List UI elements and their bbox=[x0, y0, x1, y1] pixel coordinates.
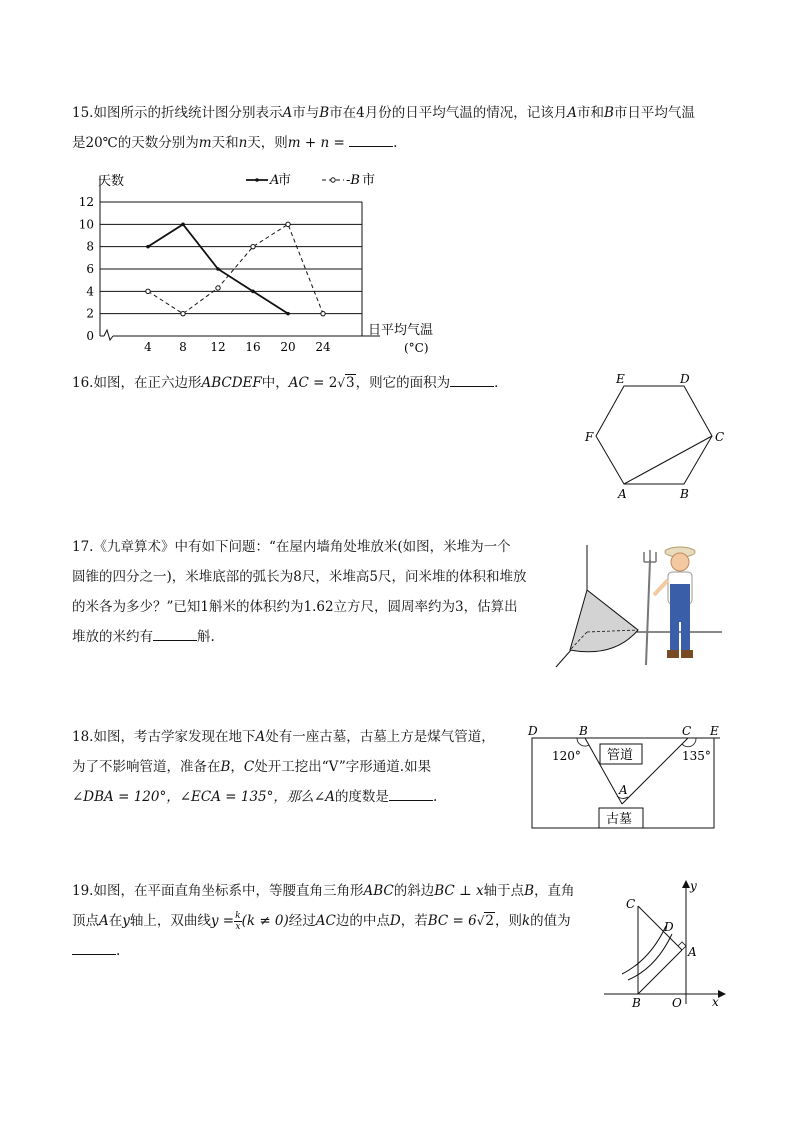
q19-tri: ABC bbox=[363, 883, 394, 899]
hexagon-shape bbox=[596, 386, 712, 484]
data-point-b bbox=[181, 311, 185, 315]
q17-text: 斛. bbox=[197, 629, 215, 645]
q15-eq: = bbox=[333, 135, 350, 151]
data-point-b bbox=[321, 311, 325, 315]
q19-var-a: A bbox=[99, 913, 109, 929]
q19-var-k: k bbox=[521, 913, 531, 929]
pipe-label: 管道 bbox=[607, 748, 634, 763]
x-tick-label: 12 bbox=[210, 340, 226, 354]
legend-label: 市 bbox=[278, 173, 292, 188]
q19-line1 bbox=[72, 876, 582, 906]
q19-var-y: y bbox=[122, 913, 130, 929]
q19-end: . bbox=[116, 943, 121, 959]
data-point-a bbox=[181, 223, 185, 227]
farmer-icon bbox=[644, 547, 695, 665]
hexagon-figure bbox=[580, 368, 730, 503]
label-d: D bbox=[528, 724, 538, 738]
diagonal-ac bbox=[624, 436, 712, 484]
q17-line1 bbox=[72, 532, 572, 562]
q19-text: 轴于点 bbox=[483, 883, 525, 899]
q19-func-y: y = bbox=[210, 913, 235, 929]
data-point-b bbox=[146, 289, 150, 293]
legend-var: A bbox=[270, 173, 280, 188]
q15-line1 bbox=[72, 98, 732, 128]
q16-text: 如图，在正六边形 bbox=[93, 375, 202, 391]
answer-blank[interactable] bbox=[72, 940, 116, 955]
label-d: D bbox=[664, 920, 674, 934]
q19-text: 经过 bbox=[288, 913, 316, 929]
q17-text: 《九章算术》中有如下问题：“在屋内墙角处堆放米(如图，米堆为一个 bbox=[93, 539, 511, 555]
q19-text: 顶点 bbox=[72, 913, 99, 929]
q15-var-a: A bbox=[282, 105, 293, 121]
q18-text: ， bbox=[230, 759, 244, 775]
q19-bc-eq: BC = 6 bbox=[427, 913, 477, 929]
q15-text: 市与 bbox=[292, 105, 320, 121]
q18-var-b: B bbox=[220, 759, 231, 775]
data-point-a bbox=[251, 290, 255, 294]
question-16 bbox=[72, 368, 572, 398]
q19-number: 19. bbox=[72, 883, 94, 899]
q19-text: 的值为 bbox=[530, 913, 571, 929]
y-tick-label: 10 bbox=[78, 217, 94, 232]
legend-marker bbox=[331, 178, 335, 182]
q15-text: 天和 bbox=[211, 135, 239, 151]
x-axis-unit: (°C) bbox=[404, 341, 429, 355]
q18-number: 18. bbox=[72, 729, 94, 745]
q15-expr: m + n bbox=[287, 135, 330, 151]
angle-135: 135° bbox=[682, 749, 711, 763]
q19-text: 轴上，双曲线 bbox=[129, 913, 211, 929]
q16-text: 中， bbox=[261, 375, 289, 391]
q19-bc-perp: BC ⊥ x bbox=[434, 883, 484, 899]
legend-marker bbox=[255, 178, 259, 182]
x-axis-label: 日平均气温 bbox=[368, 323, 434, 338]
q18-line3 bbox=[72, 782, 522, 812]
q15-text: 市在4月份的日平均气温的情况，记该月 bbox=[329, 105, 568, 121]
q19-var-d: D bbox=[389, 913, 401, 929]
q15-text: 是20℃的天数分别为 bbox=[72, 135, 199, 151]
legend-label: 市 bbox=[362, 173, 376, 188]
x-tick-label: 20 bbox=[280, 340, 296, 354]
q16-sqrt: 3 bbox=[346, 375, 355, 391]
q19-text: 如图，在平面直角坐标系中，等腰直角三角形 bbox=[93, 883, 364, 899]
q15-text: 如图所示的折线统计图分别表示 bbox=[93, 105, 283, 121]
q18-text: 如图，考古学家发现在地下 bbox=[93, 729, 256, 745]
label-a: A bbox=[618, 487, 627, 501]
q18-end: . bbox=[432, 789, 438, 805]
data-point-b bbox=[251, 244, 255, 248]
q19-frac-x: x bbox=[235, 922, 241, 932]
q18-var-a: A bbox=[255, 729, 266, 745]
rice-pile-figure bbox=[552, 540, 727, 670]
coordinate-figure bbox=[600, 876, 728, 1012]
data-point-b bbox=[286, 222, 290, 226]
question-17 bbox=[72, 532, 572, 652]
q19-fraction bbox=[234, 911, 241, 932]
q16-ac: AC bbox=[288, 375, 309, 391]
label-b: B bbox=[579, 724, 588, 738]
tomb-figure bbox=[522, 722, 727, 832]
q17-line2 bbox=[72, 562, 572, 592]
q18-text: 为了不影响管道，准备在 bbox=[72, 759, 221, 775]
label-b: B bbox=[632, 996, 641, 1010]
y-axis-arrow bbox=[682, 880, 690, 888]
q19-line2: 顶点A在y轴上，双曲线y = $\frac{k}{x}$ (k ≠ 0)经过AC边的中点D，若BC = 6√2，则k的值为 bbox=[72, 911, 571, 932]
question-19 bbox=[72, 876, 582, 966]
q15-text: 市日平均气温 bbox=[613, 105, 695, 121]
q18-text: 处有一座古墓，古墓上方是煤气管道， bbox=[265, 729, 495, 745]
q16-text: ，则它的面积为 bbox=[355, 375, 451, 391]
x-tick-label: 4 bbox=[144, 340, 152, 354]
side-ca bbox=[638, 906, 682, 950]
label-a: A bbox=[688, 945, 697, 959]
q19-frac-k: k bbox=[235, 911, 241, 921]
label-y: y bbox=[690, 879, 697, 893]
temperature-line-chart bbox=[70, 168, 450, 358]
q18-line2 bbox=[72, 752, 522, 782]
label-d: D bbox=[680, 372, 690, 386]
q19-text: 在 bbox=[108, 913, 123, 929]
tomb-label: 古墓 bbox=[606, 812, 633, 827]
q18-text: ∠DBA = 120°，∠ECA = 135°，那么∠ bbox=[72, 789, 326, 805]
q15-line2 bbox=[72, 128, 732, 158]
q17-number: 17. bbox=[72, 539, 94, 555]
x-axis-arrow bbox=[718, 990, 726, 998]
y-axis-label: 天数 bbox=[98, 174, 125, 189]
y-tick-label: 6 bbox=[86, 262, 94, 276]
q15-var-a: A bbox=[567, 105, 577, 121]
answer-blank[interactable] bbox=[389, 786, 433, 801]
label-c: C bbox=[682, 724, 692, 738]
label-c: C bbox=[626, 897, 636, 911]
label-x: x bbox=[712, 995, 719, 1009]
q17-line4 bbox=[72, 622, 572, 652]
answer-blank[interactable] bbox=[153, 626, 197, 641]
hyperbola-curve bbox=[622, 926, 666, 974]
label-o: O bbox=[672, 996, 682, 1010]
q18-text: 处开工挖出“V”字形通道.如果 bbox=[254, 759, 432, 775]
label-e: E bbox=[616, 372, 625, 386]
q15-var-b: B bbox=[604, 105, 614, 121]
q19-sqrt: 2 bbox=[485, 913, 494, 929]
q15-var-n: n bbox=[238, 135, 248, 151]
q15-end: . bbox=[393, 135, 398, 151]
q15-text: 市和 bbox=[577, 105, 604, 121]
x-tick-label: 16 bbox=[245, 340, 261, 354]
data-point-a bbox=[146, 245, 150, 249]
q19-text: ，若 bbox=[400, 913, 428, 929]
q16-end: ． bbox=[494, 375, 508, 391]
q16-eq: = 2 bbox=[308, 375, 338, 391]
y-tick-label: 0 bbox=[86, 329, 94, 343]
q16-line1: 16.如图，在正六边形ABCDEF中，AC = 2√3，则它的面积为 ． bbox=[72, 368, 572, 398]
y-tick-label: 8 bbox=[86, 239, 94, 254]
axis-break bbox=[104, 330, 113, 340]
q18-var-a: A bbox=[325, 789, 335, 805]
legend-var: -B bbox=[346, 173, 360, 188]
label-e: E bbox=[710, 724, 719, 738]
q19-var-ac: AC bbox=[315, 913, 336, 929]
y-tick-label: 12 bbox=[78, 195, 94, 209]
q19-text: 边的中点 bbox=[335, 913, 390, 929]
angle-120: 120° bbox=[552, 749, 581, 763]
q15-var-b: B bbox=[319, 105, 330, 121]
q17-line3 bbox=[72, 592, 572, 622]
label-c: C bbox=[715, 430, 725, 444]
q15-var-m: m bbox=[198, 135, 212, 151]
q16-hexagon-name: ABCDEF bbox=[201, 375, 262, 391]
q18-line1 bbox=[72, 722, 522, 752]
q17-text: 的米各为多少？”已知1斛米的体积约为1.62立方尺，圆周率约为3，估算出 bbox=[72, 599, 518, 615]
label-a: A bbox=[619, 783, 628, 797]
y-tick-label: 2 bbox=[86, 306, 94, 321]
q15-text: 天，则 bbox=[247, 135, 288, 151]
data-point-a bbox=[216, 267, 220, 271]
q18-text: 的度数是 bbox=[334, 789, 389, 805]
answer-blank[interactable] bbox=[349, 132, 393, 147]
right-angle-mark bbox=[678, 942, 686, 950]
question-18 bbox=[72, 722, 522, 812]
q19-line3 bbox=[72, 936, 582, 966]
label-f: F bbox=[585, 430, 594, 444]
question-15 bbox=[72, 98, 732, 158]
q17-text: 圆锥的四分之一)，米堆底部的弧长为8尺，米堆高5尺，问米堆的体积和堆放 bbox=[72, 569, 527, 585]
q17-text: 堆放的米约有 bbox=[72, 629, 153, 645]
x-tick-label: 8 bbox=[179, 340, 187, 354]
rice-pile-shape bbox=[570, 590, 638, 652]
data-point-b bbox=[216, 286, 220, 290]
side-ab bbox=[638, 950, 682, 994]
x-tick-label: 24 bbox=[315, 340, 331, 354]
q18-var-c: C bbox=[243, 759, 255, 775]
q19-func-cond: (k ≠ 0) bbox=[241, 913, 289, 929]
answer-blank[interactable] bbox=[450, 372, 494, 387]
hyperbola-curve-2 bbox=[628, 934, 672, 980]
q19-text: ，直角 bbox=[534, 883, 575, 899]
q15-number: 15. bbox=[72, 105, 94, 121]
label-b: B bbox=[680, 487, 689, 501]
q19-text: 的斜边 bbox=[393, 883, 435, 899]
q19-text: ，则 bbox=[494, 913, 522, 929]
y-tick-label: 4 bbox=[86, 284, 94, 299]
q16-number: 16. bbox=[72, 375, 94, 391]
data-point-a bbox=[286, 312, 290, 316]
q19-var-b: B bbox=[524, 883, 535, 899]
